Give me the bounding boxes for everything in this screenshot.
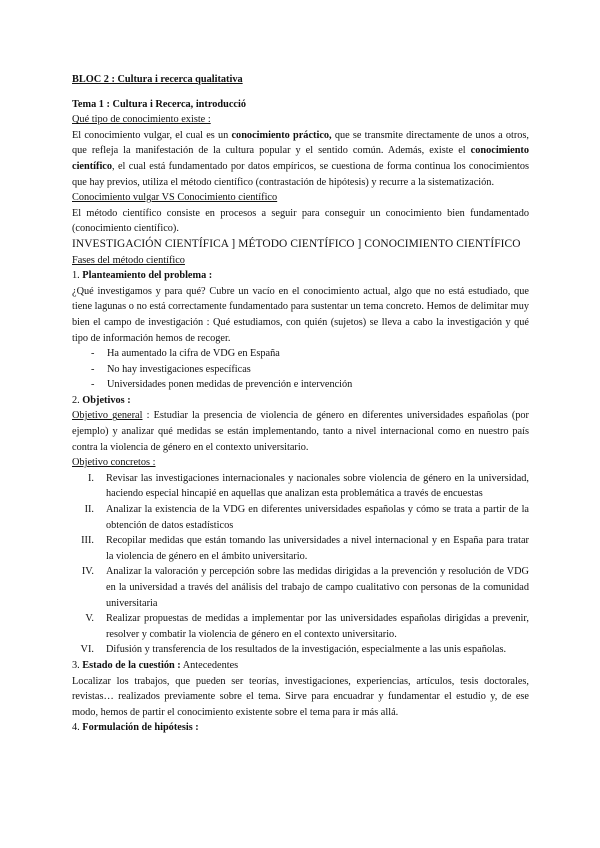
question-heading-1: Qué tipo de conocimiento existe : — [72, 114, 211, 126]
objetivo-general-text: : Estudiar la presencia de violencia de género en diferentes universidades españolas (por ejemplo) y analizar qué medidas se están implementando, tanto a nivel internacional como en nuestro país contra la violencia de género en el contexto universitario. — [72, 410, 529, 453]
p1-bold-cientifico: conocimiento científico — [72, 145, 529, 172]
list-item: - Ha aumentado la cifra de VDG en España — [72, 346, 529, 362]
tema-heading: Tema 1 : Cultura i Recerca, introducció — [72, 98, 246, 110]
roman-text: Difusión y transferencia de los resultados de la investigación, especialmente a las unis españolas. — [106, 644, 507, 656]
section-3-number: 3. — [72, 659, 83, 671]
p1-text-a: El conocimiento vulgar, el cual es un — [72, 129, 232, 141]
list-item — [72, 502, 529, 533]
section-1-number: 1. — [72, 270, 83, 282]
roman-number: I. — [87, 472, 94, 484]
paragraph-conocimiento — [72, 128, 529, 190]
list-item — [72, 611, 529, 642]
paragraph-planteamiento: ¿Qué investigamos y para qué? Cubre un vacío en el conocimiento actual, algo que no está estudiado, que tiene lagunas o no está correctamente fundamentado para sustentar un tema concreto. Hemos de delimitar muy bien el campo de investigación : Qué estudiamos, con quién (sujetos) se lleva a cabo la investigación y qué tipo de información hemos de recoger. — [72, 285, 529, 344]
list-item — [72, 471, 529, 502]
roman-number: IV. — [81, 566, 94, 578]
paragraph-estado-cuestion: Localizar los trabajos, que pueden ser teorías, investigaciones, experiencias, artículos, tesis doctorales, revistas… realizados previamente sobre el tema. Sirve para encuadrar y fundamentar el estudio y, de ese modo, hemos de partir el conocimiento existente sobre el tema para ir más allá. — [72, 675, 529, 718]
list-item — [72, 642, 529, 658]
section-4-heading — [72, 720, 529, 736]
paragraph-objetivo-general — [72, 408, 529, 455]
caps-heading: INVESTIGACIÓN CIENTÍFICA ] MÉTODO CIENTÍFICO ] CONOCIMIENTO CIENTÍFICO — [72, 237, 521, 250]
dash-list — [72, 346, 529, 393]
section-3-heading — [72, 658, 529, 674]
paragraph-metodo: El método científico consiste en procesos a seguir para conseguir un conocimiento bien fundamentado (conocimiento científico). — [72, 207, 529, 235]
roman-list — [72, 471, 529, 658]
roman-number: II. — [84, 504, 94, 516]
roman-number: V. — [85, 613, 94, 625]
section-2-number: 2. — [72, 394, 83, 406]
roman-text: Analizar la valoración y percepción sobre las medidas dirigidas a la prevención y resolución de VDG en la universidad a través del análisis del trabajo de campo cualitativo con personas de la comunidad universitaria — [106, 566, 529, 609]
section-3-title: Estado de la cuestión : — [82, 659, 181, 671]
list-item: - Universidades ponen medidas de prevención e intervención — [72, 377, 529, 393]
section-3-subtitle: Antecedentes — [180, 659, 239, 671]
section-2-heading — [72, 393, 529, 409]
p1-text-e: , el cual está fundamentado por datos empíricos, se cuestiona de forma continua los conocimientos que hay previos, utiliza el método científico (contrastación de hipótesis) y recurre a la sistematización. — [72, 160, 529, 188]
p1-text-c: que se transmite directamente de unos a otros, que refleja la manifestación de la cultura popular y el sentido común. Además, existe el — [72, 129, 530, 157]
document-title: BLOC 2 : Cultura i recerca qualitativa — [72, 74, 243, 85]
question-heading-2: Conocimiento vulgar VS Conocimiento científico — [72, 192, 278, 204]
roman-text: Revisar las investigaciones internacionales y nacionales sobre violencia de género en la universidad, haciendo especial hincapié en aquellas que analizan esta problemática a través de encuestas — [106, 472, 529, 500]
roman-text: Analizar la existencia de la VDG en diferentes universidades españolas y cómo se trata a partir de la obtención de datos estadísticos — [106, 504, 529, 531]
section-2-title: Objetivos : — [82, 394, 131, 406]
document-page — [72, 72, 529, 736]
list-item — [72, 533, 529, 564]
fases-heading: Fases del método científico — [72, 254, 185, 266]
p1-bold-practico: conocimiento práctico, — [231, 129, 332, 141]
roman-text: Recopilar medidas que están tomando las universidades a nivel internacional y en España para tratar la violencia de género en el ámbito universitario. — [106, 535, 529, 562]
roman-number: III. — [81, 535, 94, 547]
section-1-heading — [72, 268, 529, 284]
list-item — [72, 564, 529, 611]
section-1-title: Planteamiento del problema : — [82, 270, 213, 282]
section-4-title: Formulación de hipótesis : — [82, 722, 199, 734]
list-item: - No hay investigaciones específicas — [72, 362, 529, 378]
objetivos-concretos-heading: Objetivo concretos : — [72, 457, 156, 469]
roman-text: Realizar propuestas de medidas a implementar por las universidades españolas dirigidas a prevenir, resolver y combatir la violencia de género en el contexto universitario. — [106, 613, 529, 640]
roman-number: VI. — [80, 644, 94, 656]
section-4-number: 4. — [72, 722, 83, 734]
objetivo-general-label: Objetivo general — [72, 410, 143, 422]
